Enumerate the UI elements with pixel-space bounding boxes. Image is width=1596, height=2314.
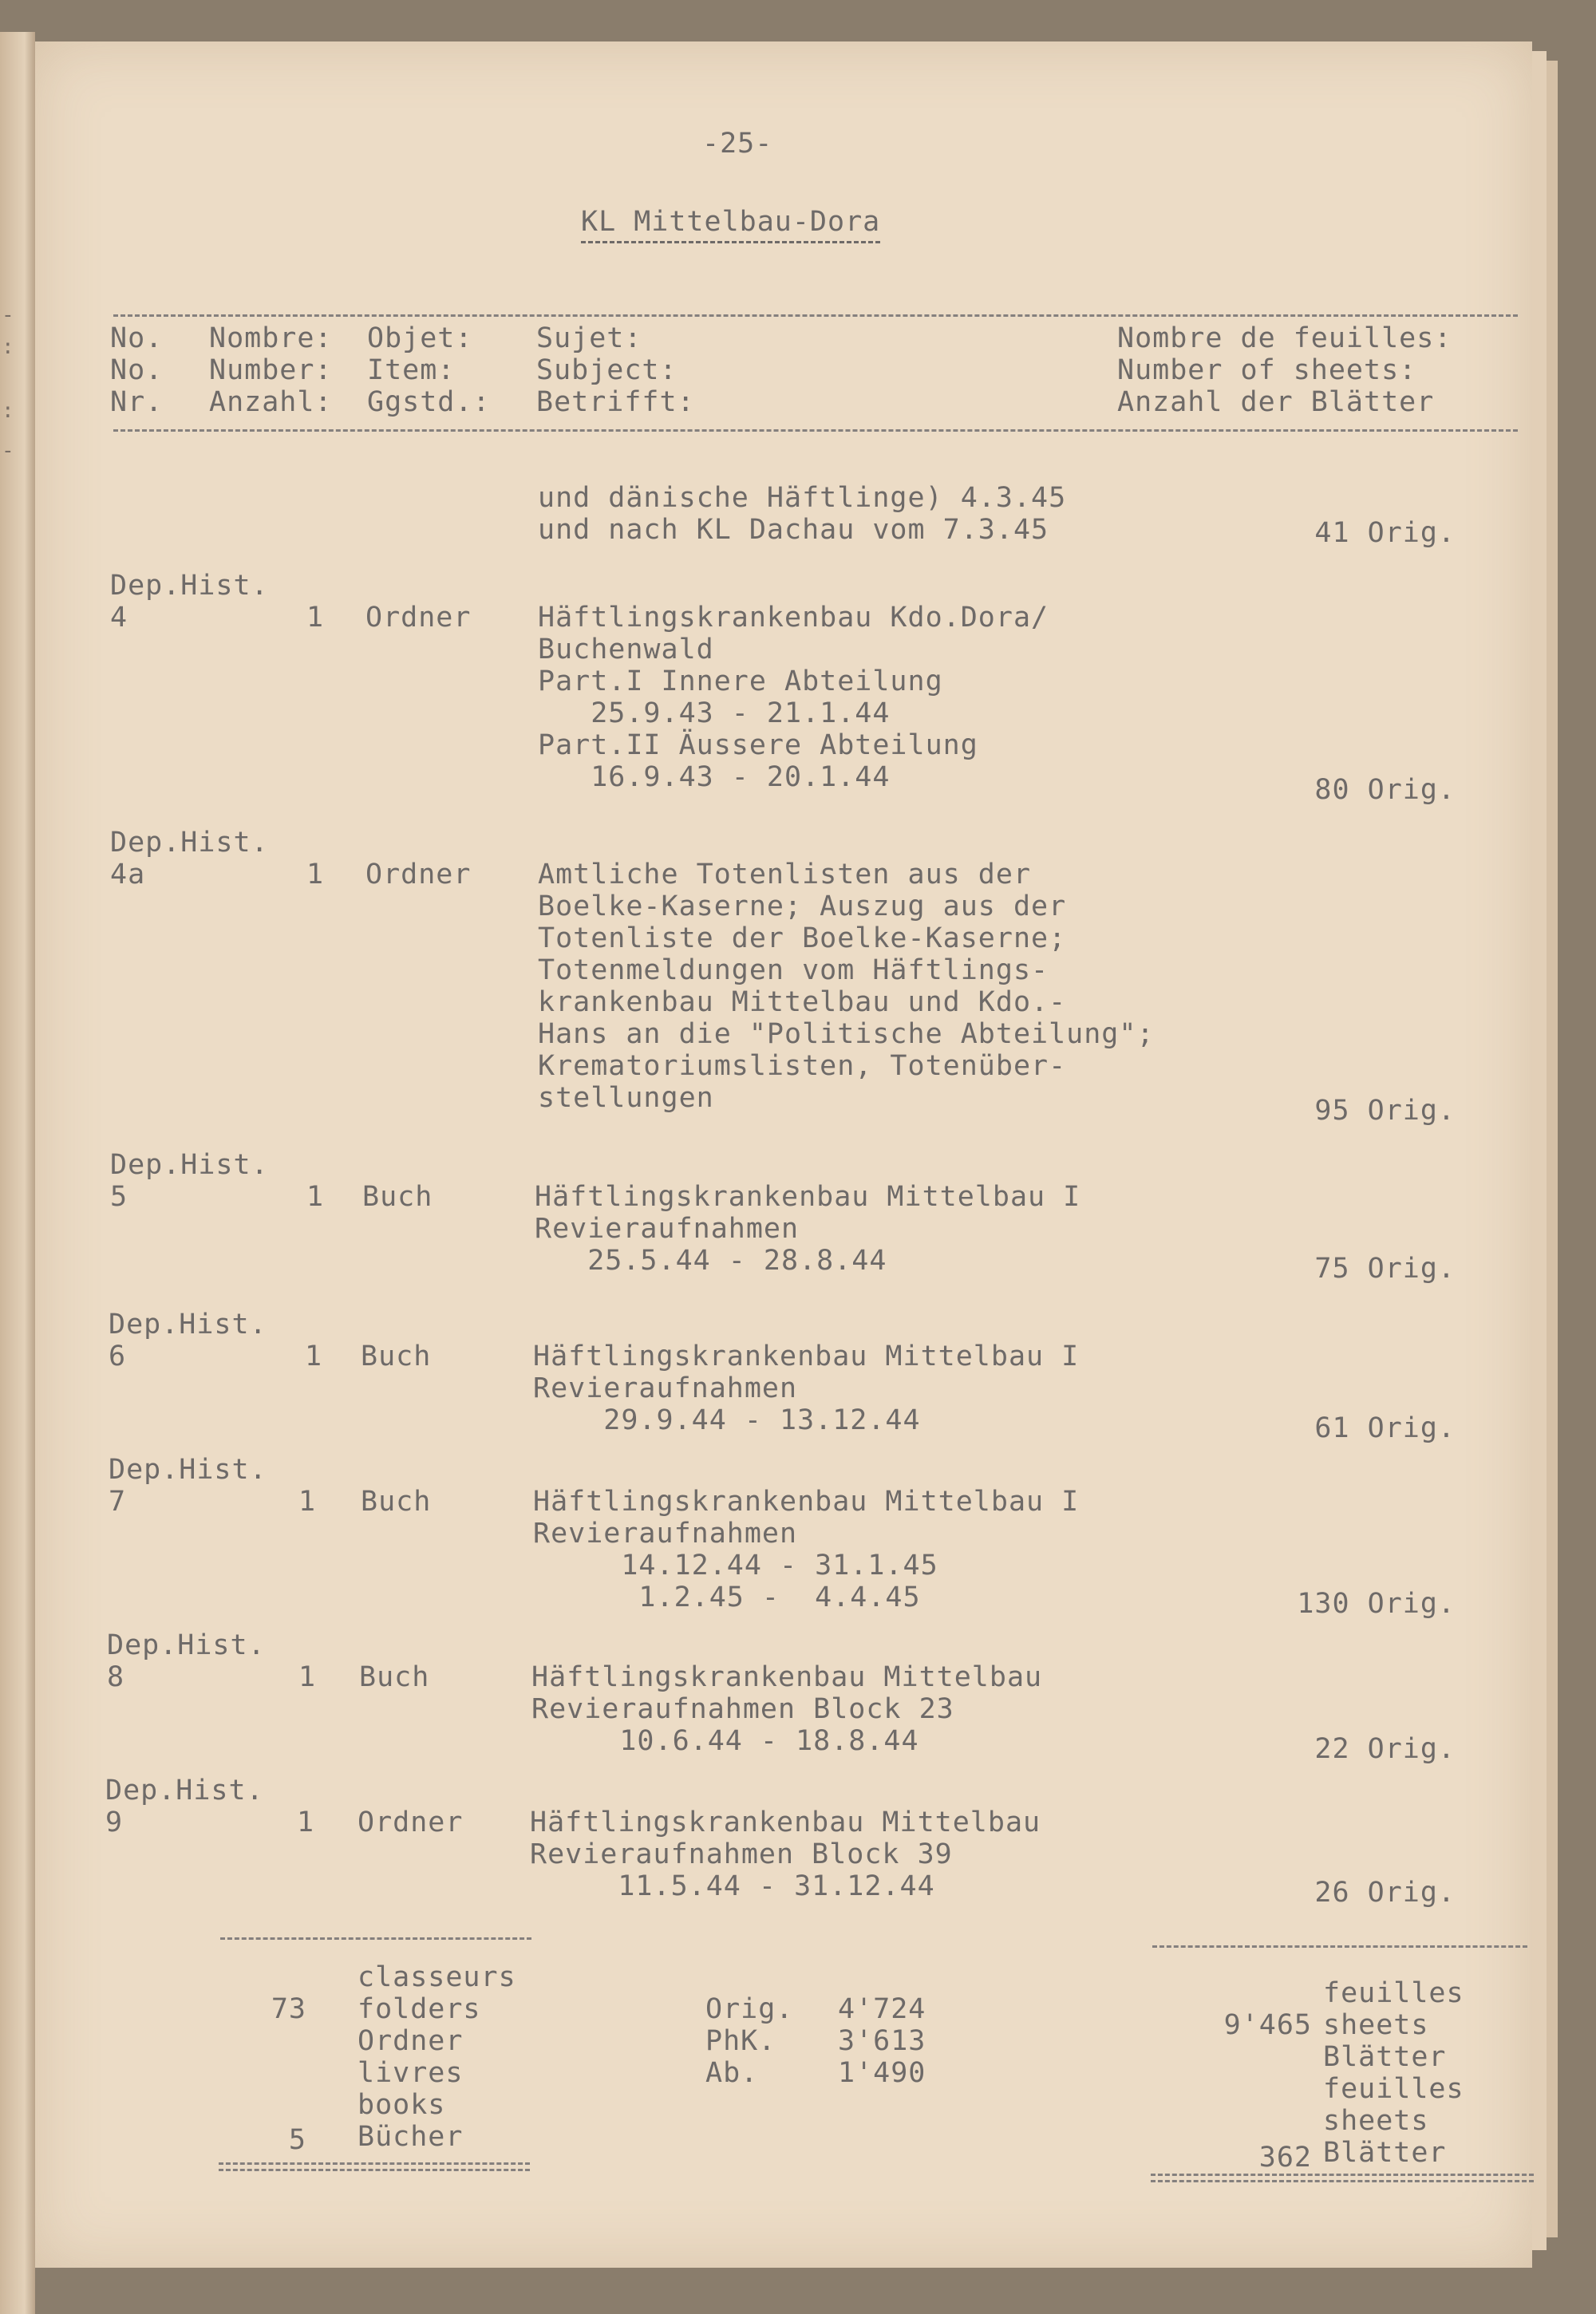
entry-count: 1 xyxy=(306,602,325,634)
entry-item: Ordner xyxy=(365,859,472,890)
entry-dep: Dep.Hist. xyxy=(110,1149,269,1181)
header-subject: Sujet: Subject: Betrifft: xyxy=(536,322,695,418)
header-item: Objet: Item: Ggstd.: xyxy=(367,322,491,418)
header-top-rule xyxy=(113,314,1518,317)
entry-item: Ordner xyxy=(365,602,472,634)
entry-number: 5 xyxy=(110,1181,128,1213)
entry-subject: Häftlingskrankenbau Mittelbau I Revieraufnahmen 14.12.44 - 31.1.45 1.2.45 - 4.4.45 xyxy=(533,1486,1080,1613)
total-count-folders: 73 xyxy=(271,1993,306,2025)
entry-number: 4 xyxy=(110,602,128,634)
entry-number: 7 xyxy=(109,1486,127,1518)
entry-sheets: 80 Orig. xyxy=(1314,774,1456,806)
entry-dep: Dep.Hist. xyxy=(110,570,269,602)
page-number: -25- xyxy=(702,128,773,160)
page-title xyxy=(581,206,880,238)
entry-dep: Dep.Hist. xyxy=(109,1454,267,1486)
entry-item: Buch xyxy=(361,1341,432,1372)
entry-number: 8 xyxy=(107,1661,125,1693)
page-title-text: KL Mittelbau-Dora xyxy=(581,206,880,243)
entry-subject: Amtliche Totenlisten aus der Boelke-Kaserne; Auszug aus der Totenliste der Boelke-Kaserne; Totenmeldungen vom Häftlings- krankenbau Mittelbau und Kdo.- Hans an die "Politische Abteilung"; Krematoriumslisten, Totenüber- stellungen xyxy=(538,859,1155,1114)
header-sheets: Nombre de feuilles: Number of sheets: Anzahl der Blätter xyxy=(1117,322,1452,418)
entry-count: 1 xyxy=(306,1181,325,1213)
entry-sheets: 75 Orig. xyxy=(1314,1253,1456,1285)
entry-item: Buch xyxy=(361,1486,432,1518)
entry-sheets: 130 Orig. xyxy=(1297,1588,1456,1620)
entry-dep: Dep.Hist. xyxy=(110,827,269,859)
entry-count: 1 xyxy=(298,1661,317,1693)
entry-number: 6 xyxy=(109,1341,127,1372)
entry-dep: Dep.Hist. xyxy=(107,1629,266,1661)
entry-sheets: 61 Orig. xyxy=(1314,1412,1456,1444)
entry-item: Buch xyxy=(362,1181,433,1213)
entry-subject: Häftlingskrankenbau Mittelbau I Revieraufnahmen 29.9.44 - 13.12.44 xyxy=(533,1341,1080,1436)
total-sheets-orig: 9'465 xyxy=(1223,2009,1312,2041)
totals-right-double-rule xyxy=(1151,2174,1534,2182)
entry-item: Buch xyxy=(359,1661,430,1693)
entry-number: 4a xyxy=(110,859,146,890)
totals-right-rule xyxy=(1152,1945,1527,1948)
document-page xyxy=(35,41,1532,2268)
entry-number: 9 xyxy=(105,1807,124,1838)
previous-page-edge: - : : - xyxy=(0,32,35,2314)
header-count: Nombre: Number: Anzahl: xyxy=(209,322,333,418)
entry-subject: Häftlingskrankenbau Kdo.Dora/ Buchenwald Part.I Innere Abteilung 25.9.43 - 21.1.44 Part.II Äussere Abteilung 16.9.43 - 20.1.44 xyxy=(538,602,1049,793)
header-bottom-rule xyxy=(113,429,1518,432)
totals-left-double-rule xyxy=(219,2162,530,2171)
continuation-subject: und dänische Häftlinge) 4.3.45 und nach KL Dachau vom 7.3.45 xyxy=(538,482,1067,546)
header-no: No. No. Nr. xyxy=(110,322,164,418)
entry-subject: Häftlingskrankenbau Mittelbau Revieraufnahmen Block 23 10.6.44 - 18.8.44 xyxy=(531,1661,1043,1757)
entry-count: 1 xyxy=(297,1807,315,1838)
entry-subject: Häftlingskrankenbau Mittelbau I Revieraufnahmen 25.5.44 - 28.8.44 xyxy=(535,1181,1081,1277)
total-sheets-other: 362 xyxy=(1258,2142,1312,2174)
totals-left-rule xyxy=(220,1937,531,1940)
entry-sheets: 22 Orig. xyxy=(1314,1733,1456,1765)
entry-item: Ordner xyxy=(358,1807,464,1838)
entry-subject: Häftlingskrankenbau Mittelbau Revieraufnahmen Block 39 11.5.44 - 31.12.44 xyxy=(530,1807,1041,1902)
entry-count: 1 xyxy=(306,859,325,890)
stacked-page-edge xyxy=(1547,61,1558,2237)
entry-sheets: 95 Orig. xyxy=(1314,1095,1456,1127)
entry-dep: Dep.Hist. xyxy=(105,1775,264,1807)
total-sheet-words: feuilles sheets Blätter feuilles sheets Blätter xyxy=(1323,1977,1464,2169)
stacked-page-edge xyxy=(1532,51,1547,2250)
entry-dep: Dep.Hist. xyxy=(109,1309,267,1341)
total-category-values: 4'724 3'613 1'490 xyxy=(838,1993,926,2089)
continuation-sheets: 41 Orig. xyxy=(1314,517,1456,549)
total-units: classeurs folders Ordner livres books Bücher xyxy=(358,1961,516,2153)
total-category-labels: Orig. PhK. Ab. xyxy=(705,1993,794,2089)
entry-count: 1 xyxy=(305,1341,323,1372)
total-count-books: 5 xyxy=(288,2124,306,2156)
entry-count: 1 xyxy=(298,1486,317,1518)
entry-sheets: 26 Orig. xyxy=(1314,1877,1456,1909)
